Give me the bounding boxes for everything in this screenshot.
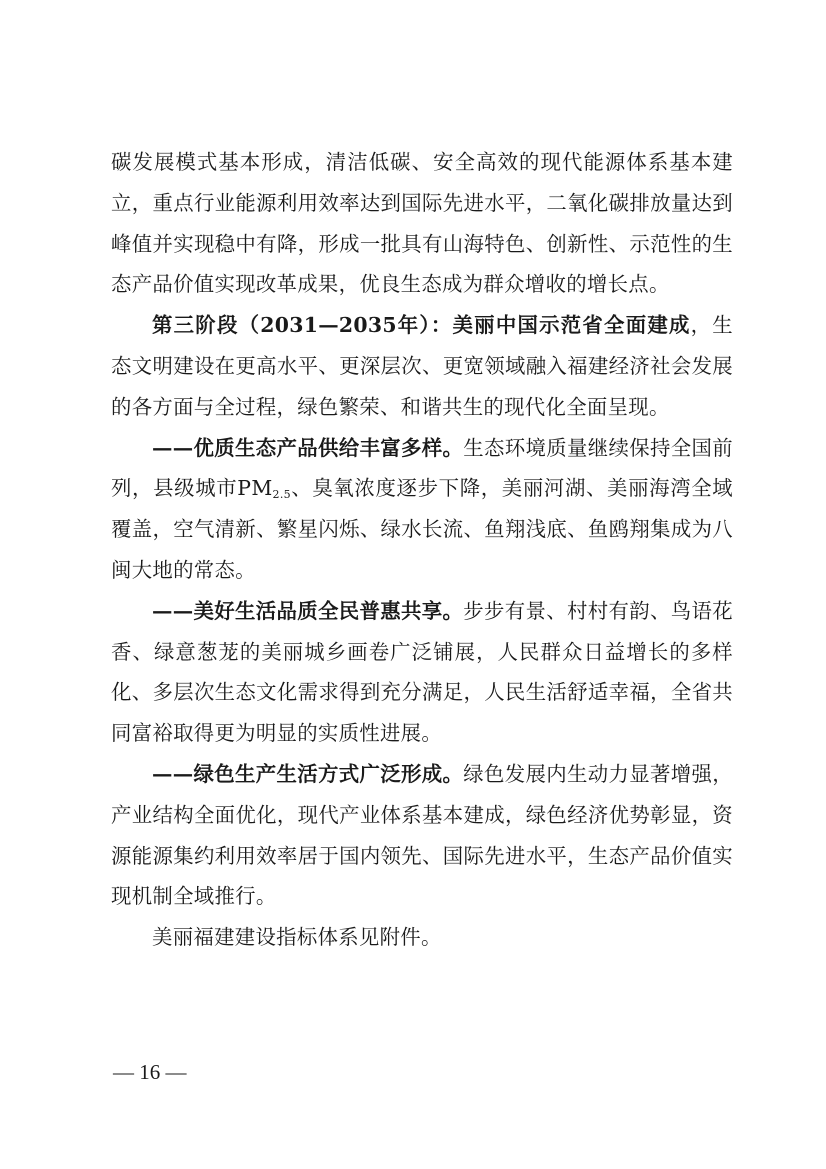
document-body	[111, 142, 733, 958]
paragraph-text: 碳发展模式基本形成，清洁低碳、安全高效的现代能源体系基本建立，重点行业能源利用效率达到国际先进水平，二氧化碳排放量达到峰值并实现稳中有降，形成一批具有山海特色、创新性、示范性的生态产品价值实现改革成果，优良生态成为群众增收的增长点。	[111, 150, 733, 297]
phase-three-heading: 第三阶段（2031—2035年）：美丽中国示范省全面建成	[152, 313, 691, 338]
paragraph-phase-three	[111, 305, 733, 427]
paragraph-ecological-products	[111, 428, 733, 591]
paragraph-text: 绿色发展内生动力显著增强，产业结构全面优化，现代产业体系基本建成，绿色经济优势彰显，资源能源集约利用效率居于国内领先、国际先进水平，生态产品价值实现机制全域推行。	[111, 761, 733, 909]
ecological-products-heading: ——优质生态产品供给丰富多样。	[152, 435, 464, 460]
paragraph-continuation	[111, 142, 733, 305]
quality-of-life-heading: ——美好生活品质全民普惠共享。	[152, 598, 464, 623]
paragraph-text: 步步有景、村村有韵、鸟语花香、绿意葱茏的美丽城乡画卷广泛铺展，人民群众日益增长的多样化、多层次生态文化需求得到充分满足，人民生活舒适幸福，全省共同富裕取得更为明显的实质性进展。	[111, 598, 733, 746]
paragraph-attachment-note	[111, 917, 733, 958]
green-lifestyle-heading: ——绿色生产生活方式广泛形成。	[152, 761, 464, 786]
paragraph-text: 生态环境质量继续保持全国前列，县级城市PM	[111, 435, 733, 501]
paragraph-quality-of-life	[111, 591, 733, 754]
paragraph-green-lifestyle	[111, 754, 733, 917]
paragraph-text: ，生态文明建设在更高水平、更深层次、更宽领域融入福建经济社会发展的各方面与全过程，绿色繁荣、和谐共生的现代化全面呈现。	[111, 313, 733, 419]
page-number: — 16 —	[113, 1060, 187, 1084]
pm-subscript: 2.5	[272, 488, 291, 502]
paragraph-text: 美丽福建建设指标体系见附件。	[152, 925, 442, 950]
paragraph-text: 、臭氧浓度逐步下降，美丽河湖、美丽海湾全域覆盖，空气清新、繁星闪烁、绿水长流、鱼翔浅底、鱼鸥翔集成为八闽大地的常态。	[111, 476, 733, 582]
